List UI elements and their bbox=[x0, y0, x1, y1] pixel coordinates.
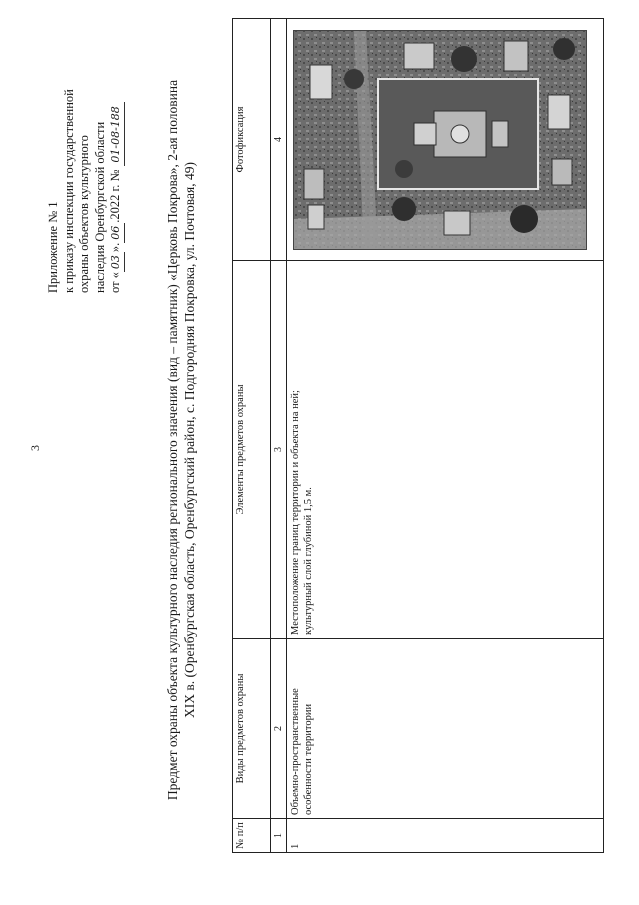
column-number-4: 4 bbox=[271, 19, 287, 261]
element-line-1: Местоположение границ территории и объекта на ней; bbox=[290, 390, 301, 635]
row-num: 1 bbox=[287, 819, 604, 853]
column-number-1: 1 bbox=[271, 819, 287, 853]
header-elements: Элементы предметов охраны bbox=[233, 261, 271, 639]
date-month: 06 bbox=[108, 223, 125, 243]
row-elements bbox=[287, 261, 604, 639]
appendix-line-2: к приказу инспекции государственной bbox=[61, 89, 76, 293]
header-type: Виды предметов охраны bbox=[233, 639, 271, 819]
appendix-line-1: Приложение № 1 bbox=[46, 201, 60, 293]
column-number-3: 3 bbox=[271, 261, 287, 639]
appendix-line-3: охраны объектов культурного bbox=[77, 135, 91, 293]
date-day: 03 bbox=[108, 252, 125, 272]
table-header-row bbox=[233, 19, 271, 853]
column-number-2: 2 bbox=[271, 639, 287, 819]
header-num: № п/п bbox=[233, 819, 271, 853]
page-number: 3 bbox=[28, 445, 42, 451]
element-line-2: культурный слой глубиной 1,5 м. bbox=[303, 487, 314, 635]
row-photo bbox=[287, 19, 604, 261]
appendix-block bbox=[46, 23, 125, 293]
date-prefix: от « bbox=[108, 272, 122, 293]
appendix-date-line bbox=[108, 23, 125, 293]
appendix-line-4: наследия Оренбургской области bbox=[92, 121, 107, 293]
protection-table bbox=[232, 18, 604, 853]
title-line-2: XIX в. (Оренбургская область, Оренбургский район, с. Подгородняя Покровка, ул. Почтовая, 49) bbox=[182, 162, 197, 718]
aerial-photo-icon bbox=[293, 30, 587, 250]
order-number: 01-08-188 bbox=[108, 102, 125, 166]
date-mid: ». bbox=[108, 242, 122, 253]
aerial-photo-graphic bbox=[294, 31, 586, 249]
document-title bbox=[164, 15, 198, 865]
photo-container bbox=[287, 19, 603, 260]
title-line-1: Предмет охраны объекта культурного наследия регионального значения (вид – памятник) «Церковь Покрова», 2-ая половина bbox=[165, 79, 180, 801]
header-photo: Фотофиксация bbox=[233, 19, 271, 261]
row-type: Объемно-пространственные особенности территории bbox=[287, 639, 604, 819]
column-number-row bbox=[271, 19, 287, 853]
table-row bbox=[287, 19, 604, 853]
date-year: .2022 г. № bbox=[108, 169, 122, 223]
